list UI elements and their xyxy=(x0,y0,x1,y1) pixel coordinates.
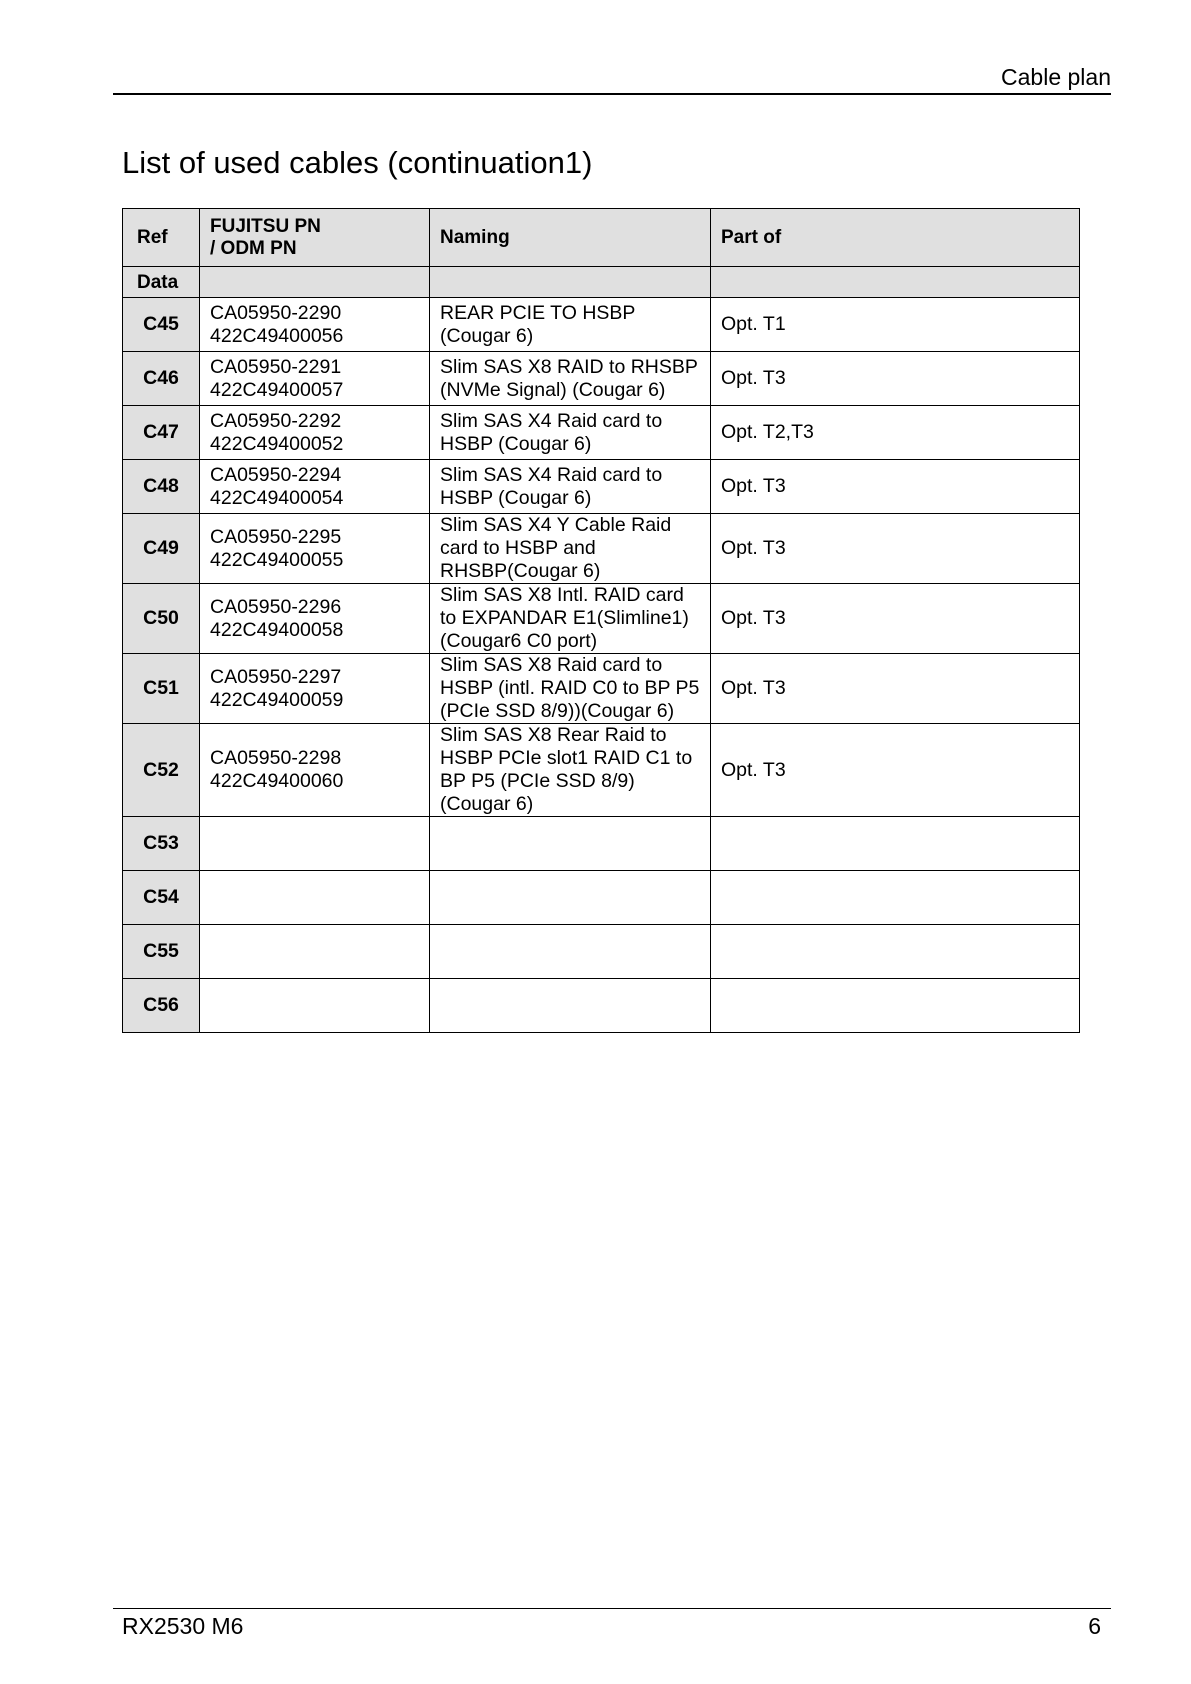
naming-line: Slim SAS X8 Raid card to xyxy=(440,654,663,676)
cell-naming xyxy=(430,979,711,1033)
cell-part-number xyxy=(200,979,430,1033)
table-row xyxy=(123,724,1080,817)
cell-part-number xyxy=(200,925,430,979)
part-number-line: CA05950-2298 xyxy=(210,747,342,769)
data-row-cell xyxy=(200,267,430,298)
naming-line: HSBP (Cougar 6) xyxy=(440,432,592,455)
part-number-line: 422C49400054 xyxy=(210,486,344,509)
cell-ref: C51 xyxy=(123,654,200,724)
table-row xyxy=(123,584,1080,654)
cell-ref: C48 xyxy=(123,460,200,514)
part-number-line: 422C49400056 xyxy=(210,324,344,347)
data-row-cell xyxy=(711,267,1080,298)
part-number-line: 422C49400059 xyxy=(210,688,344,711)
cell-ref: C50 xyxy=(123,584,200,654)
table-row xyxy=(123,925,1080,979)
table-body xyxy=(123,298,1080,1033)
naming-line: Slim SAS X4 Raid card to xyxy=(440,463,663,486)
cell-naming xyxy=(430,817,711,871)
cell-part-number xyxy=(200,352,430,406)
footer-model: RX2530 M6 xyxy=(122,1613,244,1639)
naming-line: (Cougar 6) xyxy=(440,793,534,815)
cell-part-of: Opt. T3 xyxy=(711,724,1080,817)
cell-ref: C55 xyxy=(123,925,200,979)
cell-part-number xyxy=(200,654,430,724)
cell-part-of xyxy=(711,979,1080,1033)
naming-line: HSBP (intl. RAID C0 to BP P5 xyxy=(440,677,700,699)
cell-ref: C54 xyxy=(123,871,200,925)
column-header-ref: Ref xyxy=(123,209,200,267)
part-number-line: CA05950-2291 xyxy=(210,355,342,378)
page-number: 6 xyxy=(1088,1613,1101,1639)
cell-part-number xyxy=(200,514,430,584)
cell-naming xyxy=(430,724,711,817)
naming-line: BP P5 (PCIe SSD 8/9) xyxy=(440,770,635,792)
cell-ref: C46 xyxy=(123,352,200,406)
part-number-line: CA05950-2297 xyxy=(210,665,342,688)
part-number-line: 422C49400057 xyxy=(210,378,344,401)
running-header: Cable plan xyxy=(1001,64,1111,90)
table-row xyxy=(123,406,1080,460)
table-row xyxy=(123,460,1080,514)
cell-part-of: Opt. T1 xyxy=(711,298,1080,352)
cell-part-number xyxy=(200,298,430,352)
cell-ref: C47 xyxy=(123,406,200,460)
cell-ref: C53 xyxy=(123,817,200,871)
part-number-line: 422C49400052 xyxy=(210,432,344,455)
table-row xyxy=(123,979,1080,1033)
data-row-cell xyxy=(430,267,711,298)
naming-line: RHSBP(Cougar 6) xyxy=(440,560,601,582)
naming-line: Slim SAS X8 RAID to RHSBP xyxy=(440,355,698,378)
column-header-pn: FUJITSU PN / ODM PN xyxy=(200,209,430,267)
naming-line: Slim SAS X8 Intl. RAID card xyxy=(440,584,684,606)
table-header-row xyxy=(123,209,1080,267)
cell-part-of xyxy=(711,817,1080,871)
part-number-line: CA05950-2290 xyxy=(210,301,342,324)
part-number-line: 422C49400060 xyxy=(210,770,344,792)
cell-part-of xyxy=(711,925,1080,979)
cell-part-of: Opt. T3 xyxy=(711,460,1080,514)
cell-ref: C45 xyxy=(123,298,200,352)
cell-naming xyxy=(430,406,711,460)
cell-part-of: Opt. T2,T3 xyxy=(711,406,1080,460)
cell-part-of xyxy=(711,871,1080,925)
cables-table xyxy=(122,208,1080,1033)
cell-part-number xyxy=(200,406,430,460)
data-row-label: Data xyxy=(123,267,200,298)
cell-naming xyxy=(430,298,711,352)
column-header-naming: Naming xyxy=(430,209,711,267)
table-row xyxy=(123,654,1080,724)
cell-naming xyxy=(430,654,711,724)
part-number-line: CA05950-2292 xyxy=(210,409,342,432)
table-data-subheader-row xyxy=(123,267,1080,298)
naming-line: card to HSBP and xyxy=(440,537,596,559)
naming-line: HSBP (Cougar 6) xyxy=(440,486,592,509)
cell-part-number xyxy=(200,584,430,654)
cell-naming xyxy=(430,514,711,584)
column-header-part-of: Part of xyxy=(711,209,1080,267)
naming-line: (Cougar6 C0 port) xyxy=(440,630,598,652)
cell-part-of: Opt. T3 xyxy=(711,352,1080,406)
cell-part-of: Opt. T3 xyxy=(711,584,1080,654)
table-row xyxy=(123,352,1080,406)
part-number-line: CA05950-2296 xyxy=(210,595,342,618)
cell-part-number xyxy=(200,871,430,925)
page-title: List of used cables (continuation1) xyxy=(122,145,593,180)
cell-naming xyxy=(430,584,711,654)
naming-line: (NVMe Signal) (Cougar 6) xyxy=(440,378,666,401)
naming-line: REAR PCIE TO HSBP xyxy=(440,301,636,324)
part-number-line: 422C49400055 xyxy=(210,548,344,571)
table-row xyxy=(123,298,1080,352)
footer-rule xyxy=(113,1608,1111,1609)
table-row xyxy=(123,871,1080,925)
cell-ref: C56 xyxy=(123,979,200,1033)
cell-part-number xyxy=(200,817,430,871)
cell-part-number xyxy=(200,460,430,514)
cell-naming xyxy=(430,925,711,979)
cell-part-of: Opt. T3 xyxy=(711,654,1080,724)
naming-line: Slim SAS X4 Raid card to xyxy=(440,409,663,432)
part-number-line: CA05950-2294 xyxy=(210,463,342,486)
cell-naming xyxy=(430,460,711,514)
naming-line: Slim SAS X4 Y Cable Raid xyxy=(440,514,672,536)
naming-line: (PCIe SSD 8/9))(Cougar 6) xyxy=(440,700,675,722)
naming-line: HSBP PCIe slot1 RAID C1 to xyxy=(440,747,693,769)
header-rule xyxy=(113,93,1111,95)
table-row xyxy=(123,817,1080,871)
cell-part-of: Opt. T3 xyxy=(711,514,1080,584)
naming-line: to EXPANDAR E1(Slimline1) xyxy=(440,607,689,629)
cell-naming xyxy=(430,871,711,925)
cell-part-number xyxy=(200,724,430,817)
naming-line: (Cougar 6) xyxy=(440,324,534,347)
part-number-line: 422C49400058 xyxy=(210,618,344,641)
table-row xyxy=(123,514,1080,584)
cell-naming xyxy=(430,352,711,406)
part-number-line: CA05950-2295 xyxy=(210,525,342,548)
cell-ref: C52 xyxy=(123,724,200,817)
naming-line: Slim SAS X8 Rear Raid to xyxy=(440,724,667,746)
cell-ref: C49 xyxy=(123,514,200,584)
